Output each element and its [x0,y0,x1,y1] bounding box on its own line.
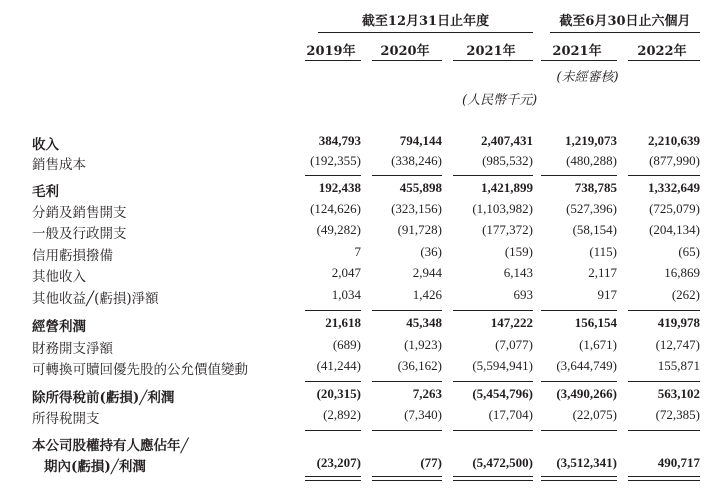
row-label: 一般及行政開支 [32,226,127,242]
row-value: 7,263 [412,386,442,401]
year-header: 2020年 [380,44,430,59]
row-value: 21,618 [325,315,361,330]
year-header-rule [453,60,533,61]
row-value: (159) [504,244,533,259]
row-value: 2,944 [412,265,442,280]
total-double-rule [305,480,361,481]
row-value: (7,077) [495,337,533,352]
subtotal-rule [453,310,533,311]
row-value: 455,898 [399,180,442,195]
row-label: 本公司股權持有人應佔年╱ [32,438,189,454]
total-double-rule [541,480,617,481]
row-value: (23,207) [316,455,361,470]
row-label: 其他收入 [32,269,86,285]
year-header: 2021年 [466,44,516,59]
subtotal-rule [628,175,700,176]
row-value: (2,892) [323,407,361,422]
row-value: (877,990) [649,153,700,168]
total-double-rule [453,476,533,477]
row-value: (36) [420,244,442,259]
row-value: (5,472,500) [472,455,533,470]
row-value: (58,154) [572,222,617,237]
subtotal-rule [541,175,617,176]
row-value: (12,747) [655,337,700,352]
subtotal-rule [453,381,533,382]
row-value: 2,047 [331,265,361,280]
row-value: 1,219,073 [565,133,617,148]
row-label: 所得稅開支 [32,411,100,427]
row-value: (115) [589,244,617,259]
total-double-rule [628,480,700,481]
total-double-rule [541,476,617,477]
year-header-rule [541,60,617,61]
row-value: (1,923) [404,337,442,352]
year-header-rule [628,60,700,61]
row-value: (204,134) [649,222,700,237]
row-value: 1,034 [331,287,361,302]
row-value: 563,102 [657,386,700,401]
row-value: (91,728) [397,222,442,237]
row-value: (41,244) [316,358,361,373]
row-value: 192,438 [318,180,361,195]
header-group-six-months: 截至6月30日止六個月 [559,14,691,29]
row-value: (72,385) [655,407,700,422]
year-header: 2021年 [552,44,602,59]
unaudited-note: (未經審核) [556,70,619,85]
row-value: (3,644,749) [556,358,617,373]
row-label: 除所得稅前(虧損)╱利潤 [32,390,175,406]
row-value: 155,871 [657,358,700,373]
subtotal-rule [541,430,617,431]
subtotal-rule [628,381,700,382]
row-value: (22,075) [572,407,617,422]
row-value: 693 [513,287,533,302]
total-double-rule [628,476,700,477]
row-label: 經營利潤 [32,319,86,335]
row-value: (49,282) [316,222,361,237]
row-value: (7,340) [404,407,442,422]
row-value: 1,426 [412,287,442,302]
row-label: 銷售成本 [32,157,86,173]
row-value: (985,532) [482,153,533,168]
row-value: (1,671) [579,337,617,352]
row-label: 信用虧損撥備 [32,248,113,264]
row-label: 可轉換可贖回優先股的公允價值變動 [32,362,248,378]
row-label: 毛利 [32,184,59,200]
row-label: 分銷及銷售開支 [32,205,127,221]
row-value: (5,454,796) [472,386,533,401]
row-value: (262) [671,287,700,302]
row-value: 917 [597,287,617,302]
row-value: 7 [354,244,361,259]
subtotal-rule [372,430,442,431]
year-header-rule [305,60,361,61]
row-label: 其他收益╱(虧損)淨額 [32,291,159,307]
row-value: 156,154 [574,315,617,330]
row-value: 45,348 [406,315,442,330]
row-value: 384,793 [318,133,361,148]
subtotal-rule [372,310,442,311]
total-double-rule [453,480,533,481]
row-value: (5,594,941) [472,358,533,373]
subtotal-rule [453,430,533,431]
row-value: (3,490,266) [556,386,617,401]
header-group-fiscal-year-rule [318,32,533,33]
row-value: 490,717 [657,455,700,470]
row-value: (192,355) [310,153,361,168]
row-value: (725,079) [649,201,700,216]
row-value: (527,396) [566,201,617,216]
header-group-six-months-rule [550,32,700,33]
year-header-rule [372,60,442,61]
row-label: 收入 [32,137,59,153]
row-value: (480,288) [566,153,617,168]
row-value: (1,103,982) [472,201,533,216]
row-value: 1,332,649 [648,180,700,195]
row-value: 16,869 [664,265,700,280]
row-value: 738,785 [574,180,617,195]
subtotal-rule [541,310,617,311]
row-label: 期內(虧損)╱利潤 [44,459,146,475]
total-double-rule [305,476,361,477]
subtotal-rule [305,310,361,311]
row-value: 794,144 [399,133,442,148]
row-value: (124,626) [310,201,361,216]
year-header: 2022年 [637,44,687,59]
row-value: (689) [332,337,361,352]
row-value: (17,704) [488,407,533,422]
row-value: 1,421,899 [481,180,533,195]
total-double-rule [372,476,442,477]
row-value: (36,162) [397,358,442,373]
row-label: 財務開支淨額 [32,341,113,357]
year-header: 2019年 [306,44,356,59]
row-value: (77) [420,455,442,470]
row-value: (65) [678,244,700,259]
subtotal-rule [305,430,361,431]
row-value: 2,117 [588,265,617,280]
subtotal-rule [453,175,533,176]
subtotal-rule [372,175,442,176]
subtotal-rule [305,175,361,176]
row-value: (177,372) [482,222,533,237]
row-value: (338,246) [391,153,442,168]
currency-note: (人民幣千元) [462,93,538,108]
subtotal-rule [541,381,617,382]
subtotal-rule [305,381,361,382]
row-value: 147,222 [490,315,533,330]
row-value: 2,407,431 [481,133,533,148]
row-value: (3,512,341) [556,455,617,470]
row-value: 419,978 [657,315,700,330]
subtotal-rule [372,381,442,382]
row-value: (323,156) [391,201,442,216]
subtotal-rule [628,310,700,311]
subtotal-rule [628,430,700,431]
total-double-rule [372,480,442,481]
row-value: 2,210,639 [648,133,700,148]
row-value: (20,315) [316,386,361,401]
header-group-fiscal-year: 截至12月31日止年度 [361,14,490,29]
row-value: 6,143 [503,265,533,280]
